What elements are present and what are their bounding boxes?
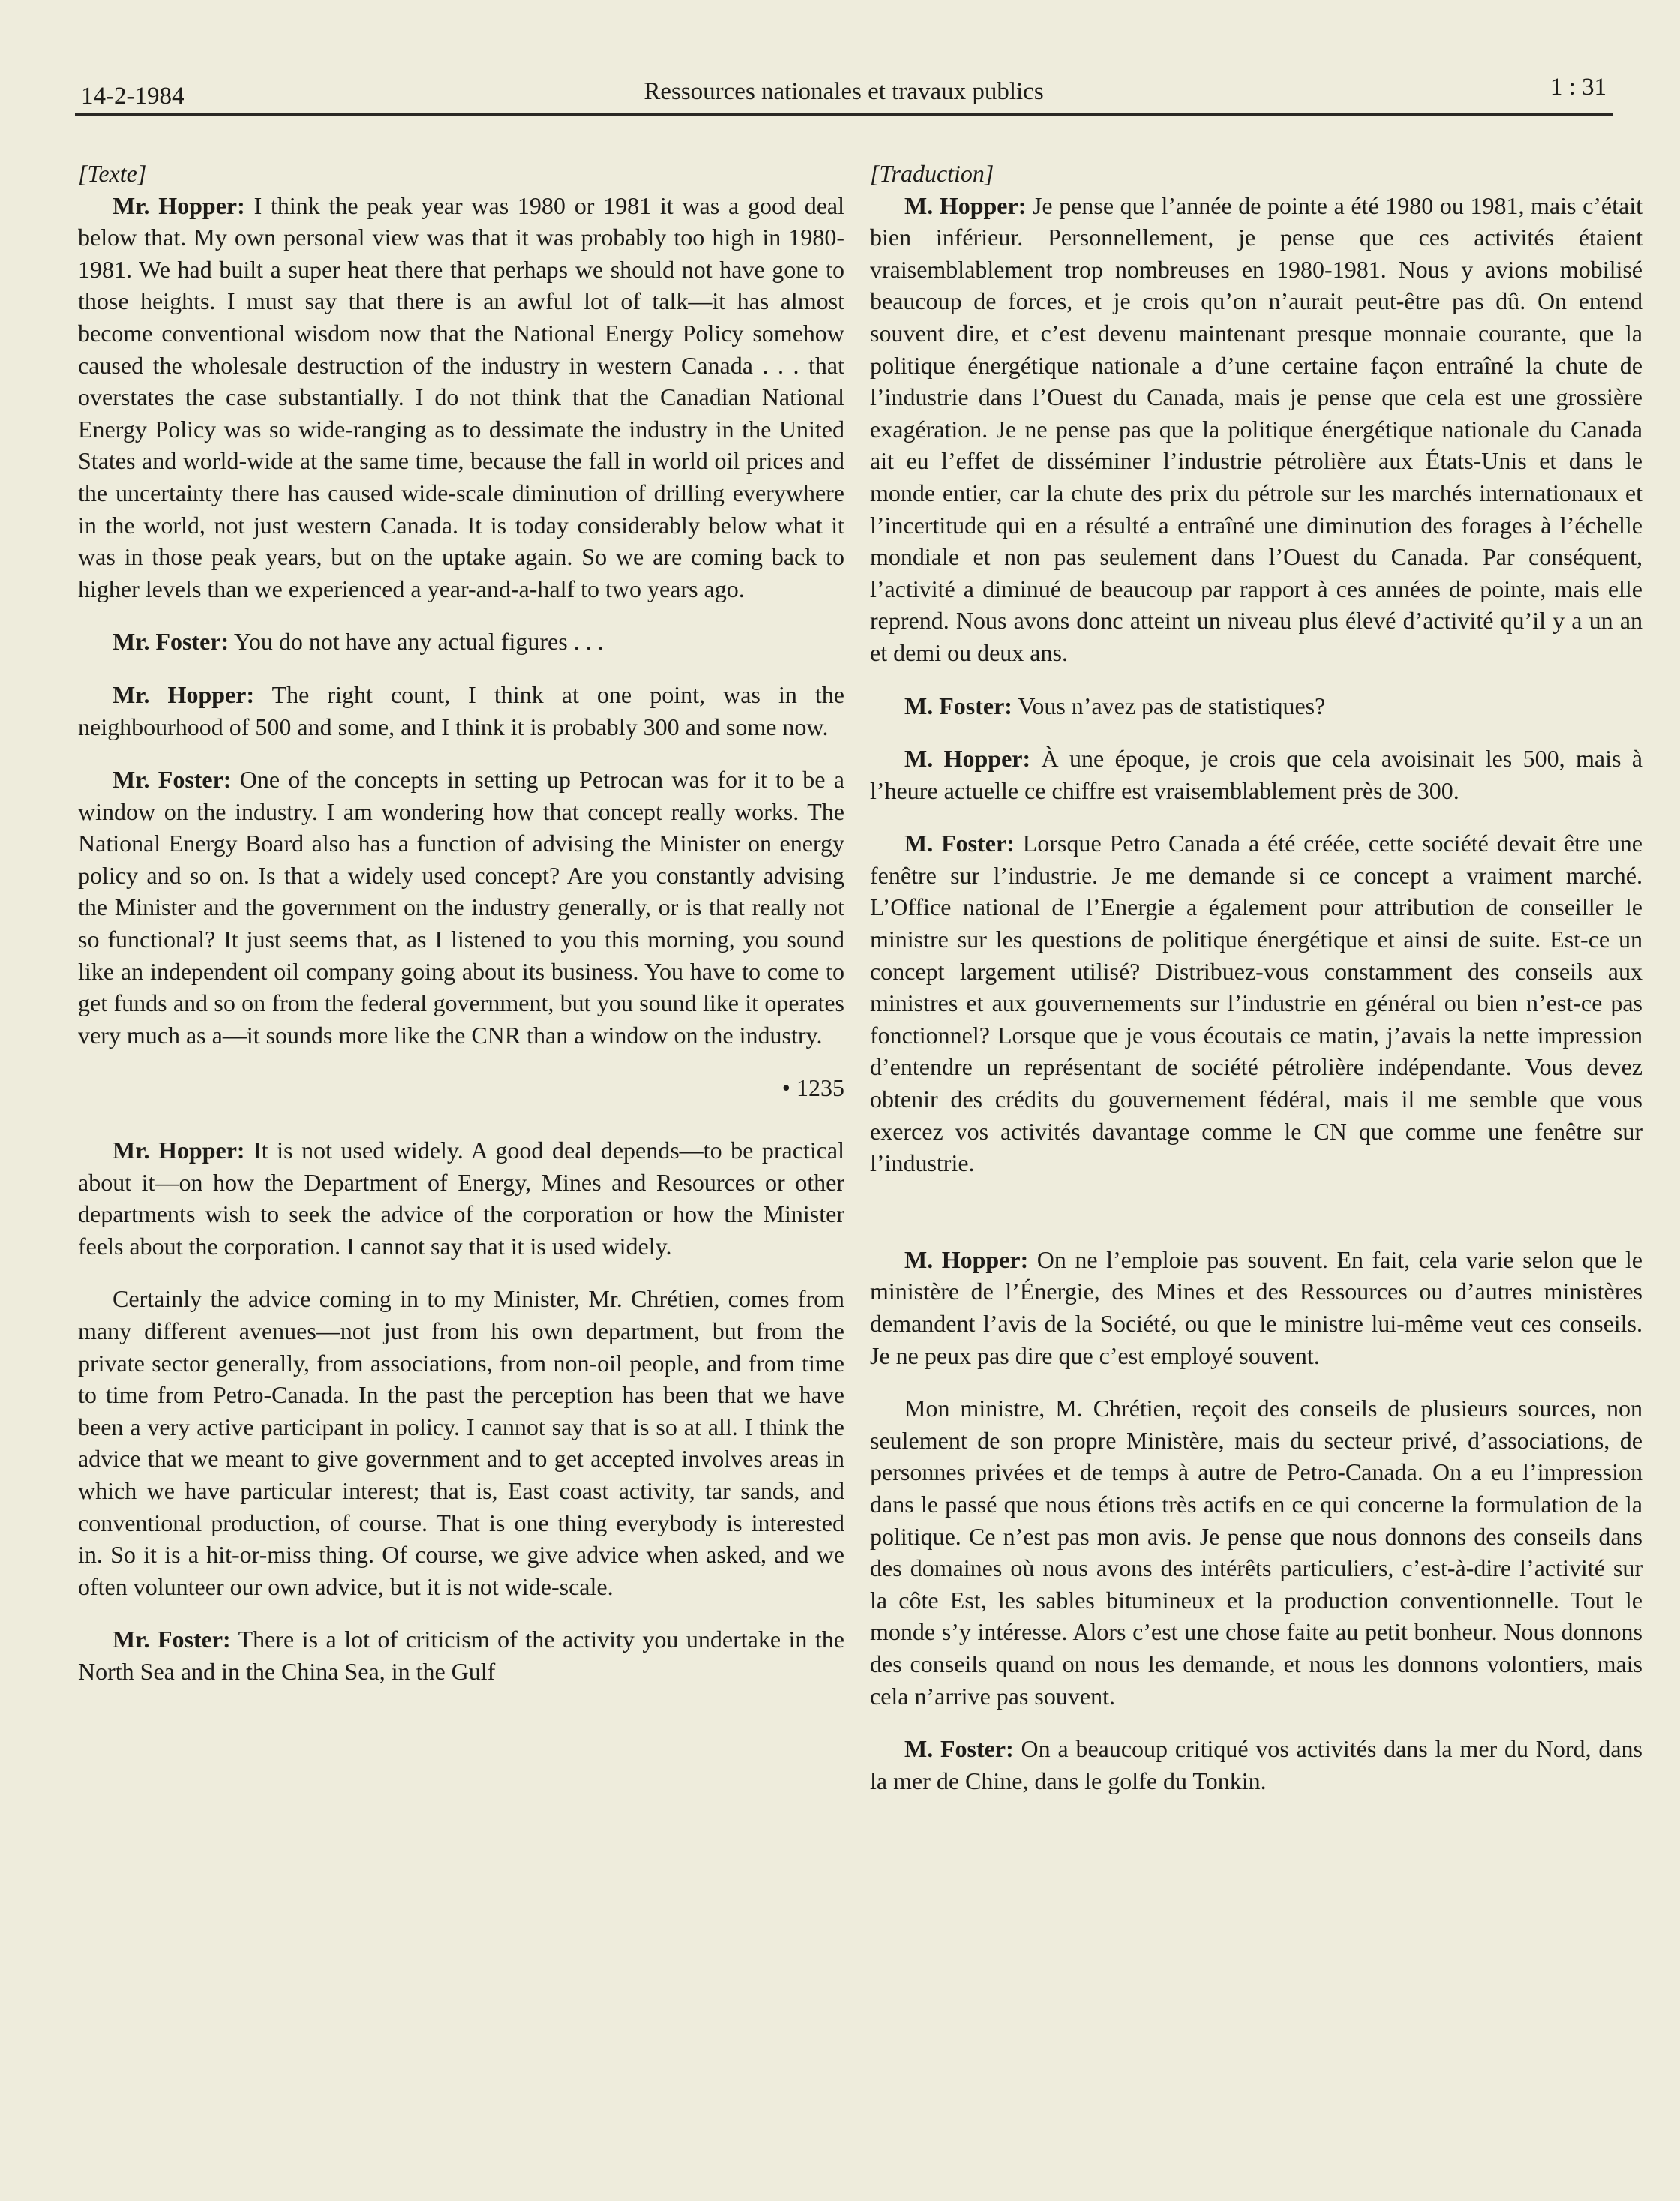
paragraph xyxy=(870,1244,1642,1371)
speaker-name: Mr. Hopper: xyxy=(112,680,255,708)
paragraph xyxy=(78,626,844,658)
paragraph-text: One of the concepts in setting up Petrocan was for it to be a window on the industry. I am wondering how that concept really works. The National Energy Board also has a function of advising the Minister on energy policy and so on. Is that a widely used concept? Are you constantly advising the Minister and the government on the industry generally, or is that really not so functional? It just seems that, as I listened to you this morning, you sound like an independent oil company going about its business. You have to come to get funds and so on from the federal government, but you sound like it operates very much as a—it sounds more like the CNR than a window on the industry. xyxy=(78,766,845,1049)
paragraph xyxy=(78,1134,844,1262)
paragraph-text: You do not have any actual figures . . . xyxy=(229,628,604,656)
speaker-name: Mr. Foster: xyxy=(112,628,230,656)
paragraph-text: I think the peak year was 1980 or 1981 it was a good deal below that. My own personal view was that it was probably too high in 1980-1981. We had built a super heat there that perhaps we should not have gone to those heights. I must say that there is an awful lot of talk—it has almost become conventional wisdom now that the National Energy Policy somehow caused the wholesale destruction of the industry in western Canada . . . that overstates the case substantially. I do not think that the Canadian National Energy Policy was so wide-ranging as to dessimate the industry in the United States and world-wide at the same time, because the fall in world oil prices and the uncertainty there has caused wide-scale diminution of drilling everywhere in the world, not just western Canada. It is today considerably below what it was in those peak years, but on the uptake again. So we are coming back to higher levels than we experienced a year-and-a-half to two years ago. xyxy=(78,191,845,602)
paragraph xyxy=(870,190,1642,669)
speaker-name: Mr. Foster: xyxy=(112,766,232,794)
header-page-number: 1 : 31 xyxy=(1550,74,1606,101)
paragraph xyxy=(870,827,1642,1179)
paragraph xyxy=(870,1733,1642,1797)
paragraph xyxy=(78,679,844,743)
header-title: Ressources nationales et travaux publics xyxy=(644,78,1044,105)
paragraph: Mon ministre, M. Chrétien, reçoit des conseils de plusieurs sources, non seulement de son propre Ministère, mais du secteur privé, d’associations, de personnes privées et de temps à autre de Petro-Canada. On a eu l’impression dans le passé que nous étions très actifs en ce qui concerne la formulation de la politique. Ce n’est pas mon avis. Je pense que nous donnons des conseils dans des domaines où nous avons des intérêts particuliers, c’est-à-dire l’activité sur la côte Est, les sables bitumineux et la production conventionnelle. Tout le monde s’y intéresse. Alors c’est une chose faite au petit bonheur. Nous donnons des conseils quand on nous les demande, et nous les donnons volontiers, mais cela n’arrive pas souvent. xyxy=(870,1395,1642,1710)
paragraph-text: Vous n’avez pas de statistiques? xyxy=(1012,692,1326,719)
header-rule xyxy=(75,113,1612,116)
speaker-name: Mr. Foster: xyxy=(112,1626,231,1653)
speaker-name: M. Foster: xyxy=(904,830,1015,857)
paragraph-text: Lorsque Petro Canada a été créée, cette société devait être une fenêtre sur l’industrie. Je me demande si ce concept a vraiment marché. L’Office national de l’Energie a également pour attribution de conseiller le ministre sur les questions de politique énergétique et ainsi de suite. Est-ce un concept largement utilisé? Distribuez-vous constamment des conseils aux ministres et aux gouvernements sur l’industrie en général ou bien n’est-ce pas fonctionnel? Lorsque que je vous écoutais ce matin, j’avais la nette impression d’entendre un représentant de société pétrolière indépendante. Vous devez obtenir des crédits du gouvernement fédéral, mais il me semble que vous exercez vos activités davantage comme le CN que comme une fenêtre sur l’industrie. xyxy=(870,830,1643,1177)
speaker-name: M. Foster: xyxy=(904,1735,1014,1763)
speaker-name: M. Hopper: xyxy=(904,191,1027,219)
spacer xyxy=(870,1200,1642,1244)
paragraph-text: On a beaucoup critiqué vos activités dans la mer du Nord, dans la mer de Chine, dans le golfe du Tonkin. xyxy=(870,1735,1643,1794)
paragraph-text: It is not used widely. A good deal depends—to be practical about it—on how the Department of Energy, Mines and Resources or other departments wish to seek the advice of the corporation or how the Minister feels about the corporation. I cannot say that it is used widely. xyxy=(78,1137,844,1260)
paragraph xyxy=(870,690,1642,722)
paragraph-text: À une époque, je crois que cela avoisinait les 500, mais à l’heure actuelle ce chiffre est vraisemblablement près de 300. xyxy=(870,745,1643,804)
paragraph xyxy=(78,190,844,605)
paragraph-text: There is a lot of criticism of the activity you undertake in the North Sea and in the China Sea, in the Gulf xyxy=(78,1626,845,1685)
paragraph xyxy=(870,743,1642,806)
paragraph-text: Je pense que l’année de pointe a été 1980 ou 1981, mais c’était bien inférieur. Personnellement, je pense que ces activités étaient vraisemblablement trop nombreuses en 1980-1981. Nous y avions mobilisé beaucoup de forces, et je crois qu’on n’aurait peut-être pas dû. On entend souvent dire, et c’est devenu maintenant presque monnaie courante, que la politique énergétique nationale a d’une certaine façon entraîné la chute de l’industrie dans l’Ouest du Canada, mais je pense que cela est une grossière exagération. Je ne pense pas que la politique énergétique nationale du Canada ait eu l’effet de disséminer l’industrie pétrolière aux États-Unis et dans le monde entier, car la chute des prix du pétrole sur les marchés internationaux et l’incertitude qui en a résulté a entraîné une diminution des forages à l’échelle mondiale et non pas seulement dans l’Ouest du Canada. Par conséquent, l’activité a diminué de beaucoup par rapport à ces années de pointe, mais elle reprend. Nous avons donc atteint un niveau plus élevé d’activité qu’il y a un an et demi ou deux ans. xyxy=(870,191,1642,666)
language-tag: [Traduction] xyxy=(870,160,994,187)
speaker-name: M. Hopper: xyxy=(904,1245,1029,1273)
language-tag: [Texte] xyxy=(78,160,147,187)
speaker-name: Mr. Hopper: xyxy=(112,1137,245,1164)
speaker-name: Mr. Hopper: xyxy=(112,191,245,219)
time-marker: • 1235 xyxy=(782,1074,844,1102)
speaker-name: M. Hopper: xyxy=(904,745,1031,773)
english-column xyxy=(78,158,844,1709)
speaker-name: M. Foster: xyxy=(904,692,1012,719)
header-date: 14-2-1984 xyxy=(81,83,184,110)
paragraph-text: On ne l’emploie pas souvent. En fait, cela varie selon que le ministère de l’Énergie, des Mines et des Ressources ou d’autres ministères demandent l’avis de la Société, ou que le ministre lui-même veut ces conseils. Je ne peux pas dire que c’est employé souvent. xyxy=(870,1245,1643,1369)
french-column xyxy=(870,158,1642,1818)
paragraph: Certainly the advice coming in to my Minister, Mr. Chrétien, comes from many different avenues—not just from his own department, but from the private sector generally, from associations, from non-oil people, and from time to time from Petro-Canada. In the past the perception has been that we have been a very active participant in policy. I cannot say that is so at all. I think the advice that we meant to give government and to get accepted involves areas in which we have particular interest; that is, East coast activity, tar sands, and conventional production, of course. That is one thing everybody is interested in. So it is a hit-or-miss thing. Of course, we give advice when asked, and we often volunteer our own advice, but it is not wide-scale. xyxy=(78,1285,844,1600)
page-header xyxy=(75,72,1612,114)
paragraph-text: The right count, I think at one point, was in the neighbourhood of 500 and some, and I think it is probably 300 and some now. xyxy=(78,680,845,740)
paragraph xyxy=(78,764,844,1051)
paragraph xyxy=(78,1623,844,1687)
